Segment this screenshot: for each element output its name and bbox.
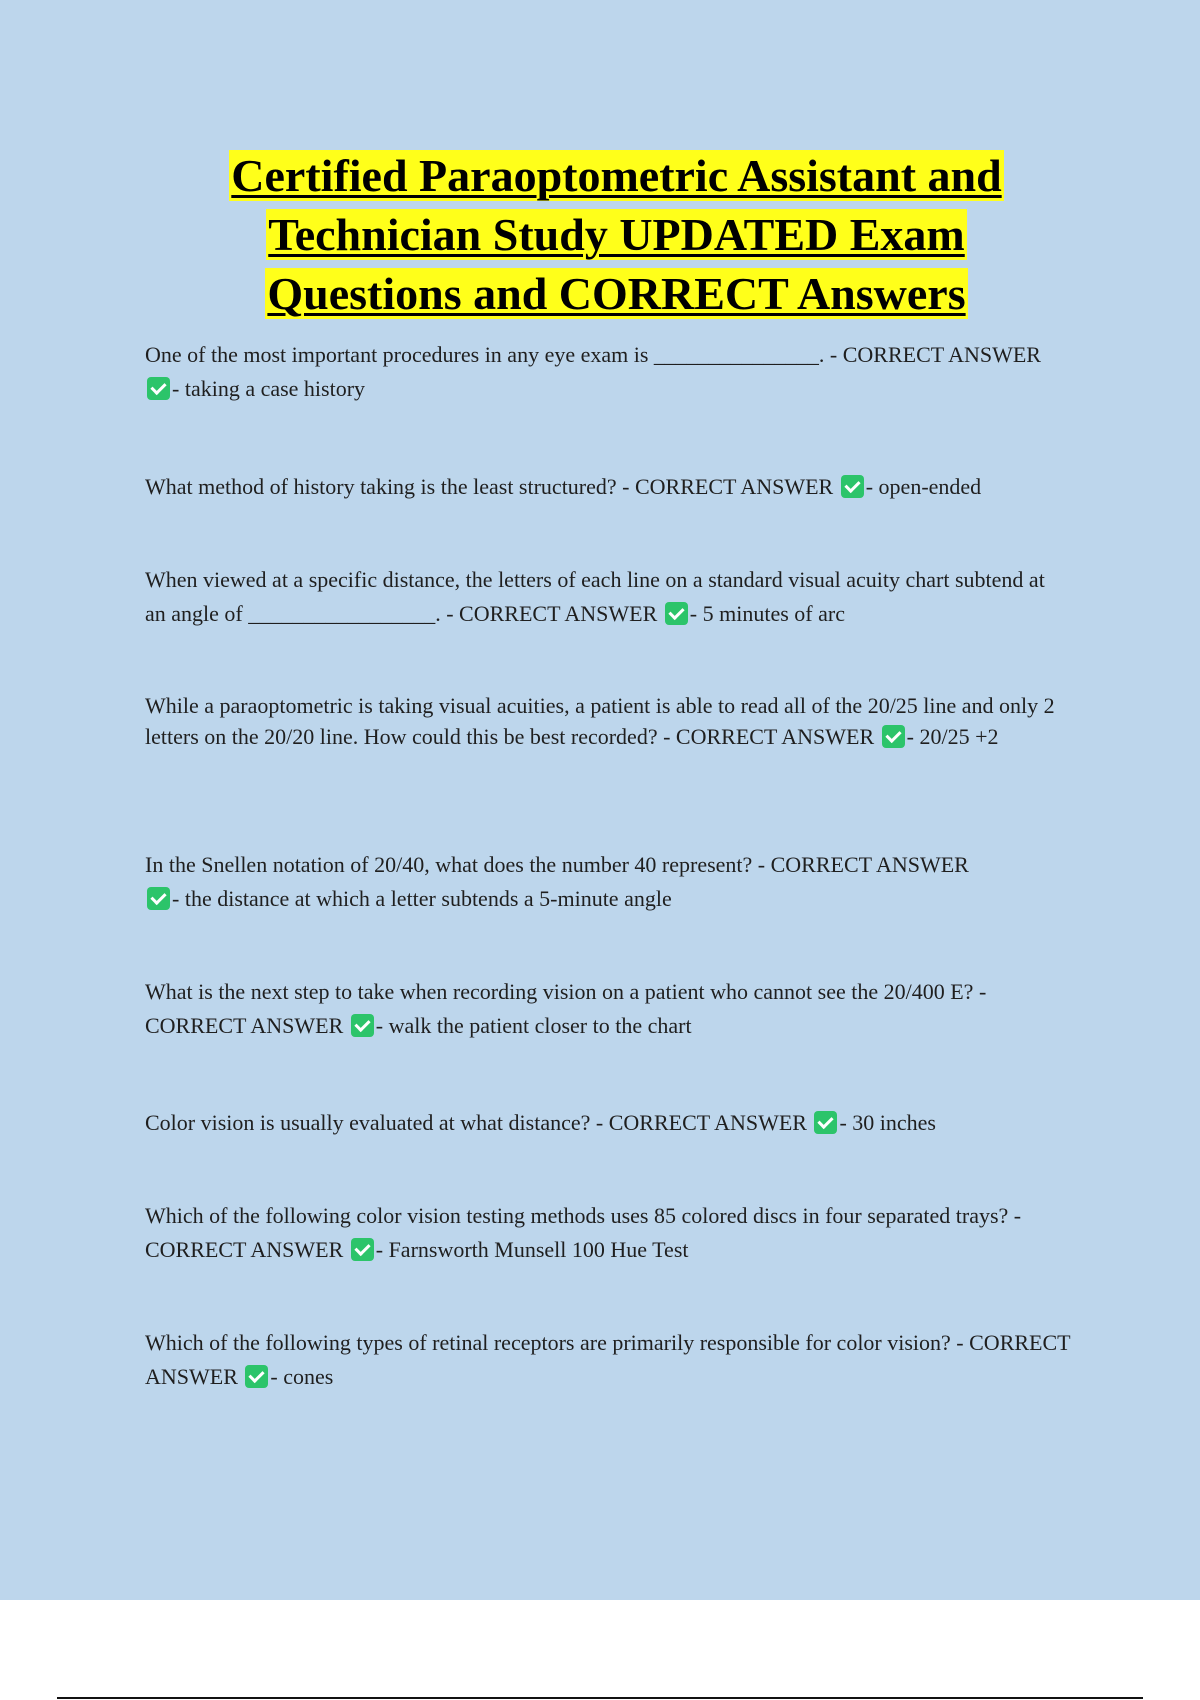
check-icon xyxy=(351,1014,374,1037)
footer-divider xyxy=(57,1697,1143,1699)
title-line xyxy=(120,146,1113,205)
qa-item xyxy=(145,975,1090,1043)
check-icon xyxy=(814,1111,837,1134)
check-icon xyxy=(882,725,905,748)
check-icon xyxy=(245,1365,268,1388)
question-text: What is the next step to take when recording vision on a patient who cannot see the 20/400 E? - CORRECT ANSWER xyxy=(145,979,987,1038)
answer-text: - 30 inches xyxy=(839,1110,936,1135)
check-icon xyxy=(841,475,864,498)
check-icon xyxy=(665,602,688,625)
answer-text: - taking a case history xyxy=(172,376,366,401)
answer-text: - open-ended xyxy=(865,474,982,499)
title-line xyxy=(120,205,1113,264)
qa-item xyxy=(145,1106,1085,1140)
title-line-text: Certified Paraoptometric Assistant and xyxy=(231,150,1002,201)
qa-item xyxy=(145,1199,1045,1267)
question-text: When viewed at a specific distance, the letters of each line on a standard visual acuity chart subtend at an angle of _________________. - CORRECT ANSWER xyxy=(145,567,1045,626)
answer-text: - 5 minutes of arc xyxy=(689,601,845,626)
qa-item xyxy=(145,470,1085,504)
title-line xyxy=(120,264,1113,323)
question-text: In the Snellen notation of 20/40, what does the number 40 represent? - CORRECT ANSWER xyxy=(145,852,969,877)
answer-text: - the distance at which a letter subtends a 5-minute angle xyxy=(172,886,672,911)
document-title xyxy=(120,146,1113,323)
answer-text: - Farnsworth Munsell 100 Hue Test xyxy=(375,1237,689,1262)
title-line-text: Questions and CORRECT Answers xyxy=(267,268,966,319)
qa-item xyxy=(145,848,990,916)
check-icon xyxy=(351,1238,374,1261)
answer-text: - cones xyxy=(270,1364,334,1389)
qa-item xyxy=(145,690,1090,752)
qa-item xyxy=(145,1326,1075,1394)
question-text: One of the most important procedures in any eye exam is _______________. - CORRECT ANSWER xyxy=(145,342,1041,367)
answer-text: - walk the patient closer to the chart xyxy=(375,1013,692,1038)
qa-item xyxy=(145,563,1045,631)
question-text: Which of the following types of retinal receptors are primarily responsible for color vision? - CORRECT ANSWER xyxy=(145,1330,1071,1389)
question-text: Color vision is usually evaluated at what distance? - CORRECT ANSWER xyxy=(145,1110,807,1135)
title-line-text: Technician Study UPDATED Exam xyxy=(268,209,965,260)
check-icon xyxy=(147,887,170,910)
question-text: Which of the following color vision testing methods uses 85 colored discs in four separated trays? - CORRECT ANSWER xyxy=(145,1203,1022,1262)
qa-item xyxy=(145,338,1045,406)
check-icon xyxy=(147,377,170,400)
answer-text: - 20/25 +2 xyxy=(906,724,999,749)
question-text: What method of history taking is the least structured? - CORRECT ANSWER xyxy=(145,474,834,499)
question-text: While a paraoptometric is taking visual acuities, a patient is able to read all of the 20/25 line and only 2 letters on the 20/20 line. How could this be best recorded? - CORRECT ANSWER xyxy=(145,693,1055,749)
